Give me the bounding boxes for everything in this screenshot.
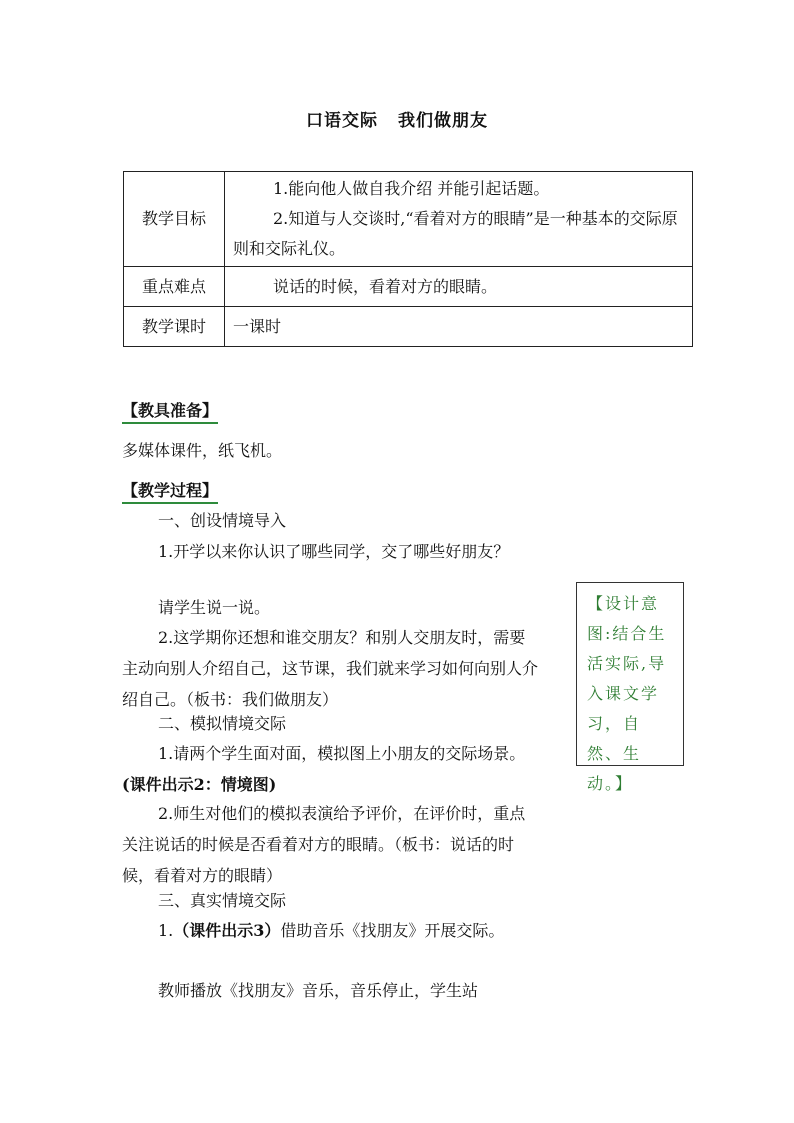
section-3-para-2: 教师播放《找朋友》音乐，音乐停止，学生站 — [158, 981, 479, 1000]
section-2-title: 二、模拟情境交际 — [158, 714, 287, 733]
section-3-para-1-text: 借助音乐《找朋友》开展交际。 — [280, 921, 505, 940]
page-title — [0, 106, 794, 131]
lesson-info-table — [123, 171, 693, 347]
table-row — [124, 172, 693, 267]
section-1-para-1: 1.开学以来你认识了哪些同学，交了哪些好朋友？ — [158, 542, 510, 561]
goal-2: 2.知道与人交谈时,“看着对方的眼睛”是一种基本的交际原则和交际礼仪。 — [233, 209, 678, 258]
design-intent-note: 【设计意图:结合生活实际,导入课文学习，自然、生动。】 — [576, 582, 684, 766]
goals-cell — [225, 172, 693, 267]
courseware-note-3: （课件出示3） — [173, 921, 281, 940]
table-row — [124, 307, 693, 347]
process-heading: 【教学过程】 — [122, 478, 218, 504]
section-3-para-1-num: 1. — [158, 921, 174, 940]
goals-label: 教学目标 — [124, 172, 225, 267]
prep-heading: 【教具准备】 — [122, 398, 218, 424]
title-part-1: 口语交际 — [306, 111, 378, 131]
section-1-para-3: 2.这学期你还想和谁交朋友？和别人交朋友时，需要主动向别人介绍自己，这节课，我们就来学习如何向别人介绍自己。（板书：我们做朋友） — [122, 628, 539, 709]
prep-text: 多媒体课件，纸飞机。 — [122, 441, 283, 460]
section-2-para-1 — [122, 738, 540, 800]
section-2-para-1-text: 1.请两个学生面对面，模拟图上小朋友的交际场景。 — [158, 744, 526, 763]
goal-1: 1.能向他人做自我介绍 并能引起话题。 — [273, 179, 550, 198]
section-1-para-2: 请学生说一说。 — [158, 598, 271, 617]
courseware-note-2: (课件出示2：情境图) — [122, 775, 277, 794]
section-1-title: 一、创设情境导入 — [158, 511, 287, 530]
hours-label: 教学课时 — [124, 307, 225, 347]
section-2-para-2: 2.师生对他们的模拟表演给予评价，在评价时，重点关注说话的时候是否看着对方的眼睛。（板书：说话的时候，看着对方的眼睛） — [122, 804, 526, 885]
section-3-title: 三、真实情境交际 — [158, 891, 287, 910]
section-3-para-1 — [122, 915, 540, 946]
title-part-2: 我们做朋友 — [398, 111, 488, 131]
key-label: 重点难点 — [124, 267, 225, 307]
hours-text: 一课时 — [225, 307, 693, 347]
table-row — [124, 267, 693, 307]
key-text: 说话的时候，看着对方的眼睛。 — [225, 267, 693, 307]
